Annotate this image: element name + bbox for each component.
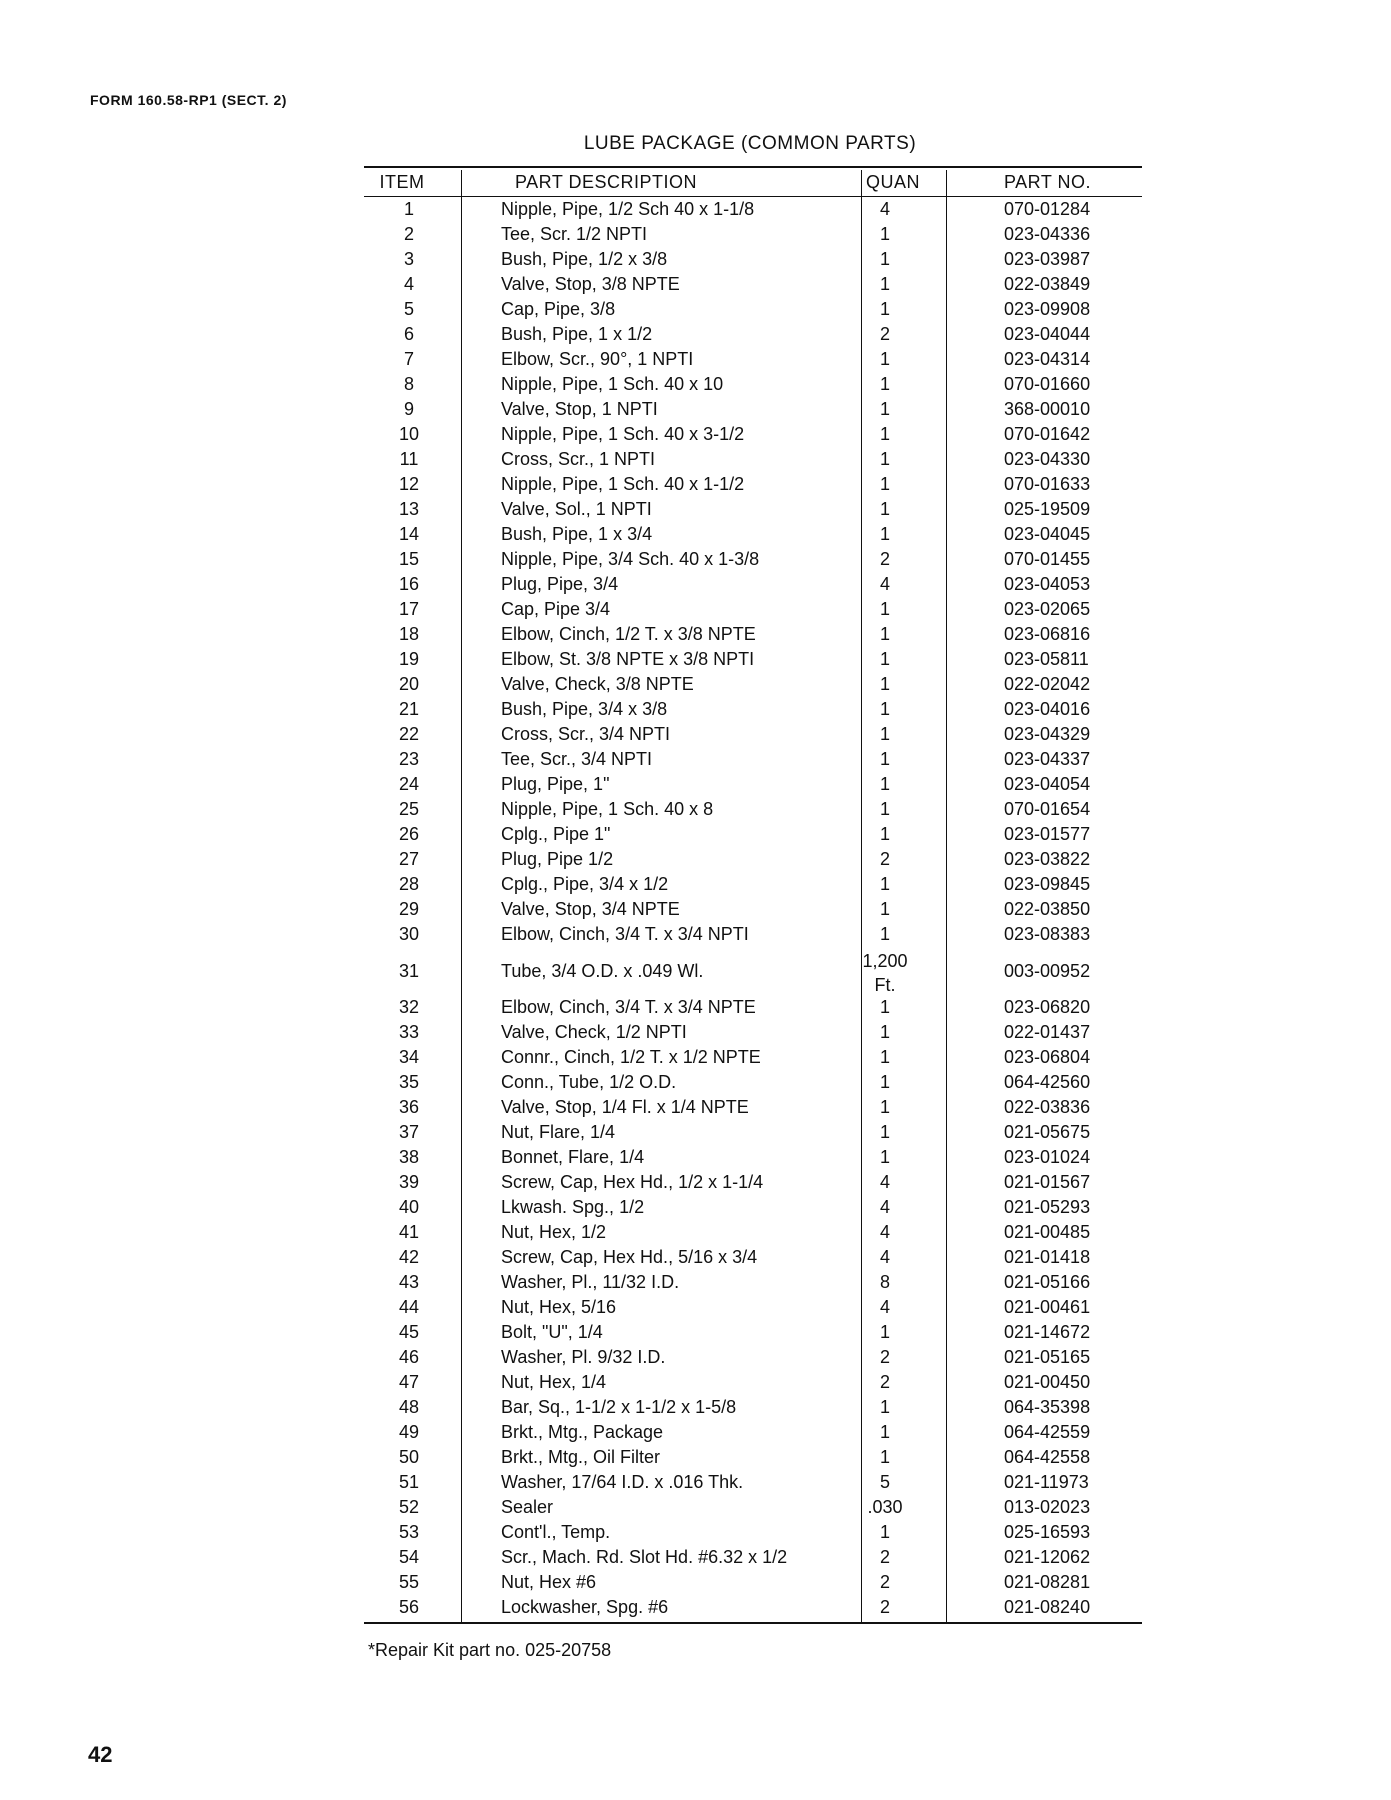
part-number: 021-08240 (1004, 1597, 1091, 1617)
part-number: 023-04016 (1004, 699, 1091, 719)
part-number: 064-42558 (1004, 1447, 1091, 1467)
part-description: Washer, 17/64 I.D. x .016 Thk. (501, 1472, 744, 1492)
part-number: 023-01024 (1004, 1147, 1091, 1167)
item-number: 26 (398, 824, 420, 844)
quantity: 1 (879, 1072, 890, 1092)
table-row (364, 1120, 1142, 1145)
part-description: Sealer (501, 1497, 554, 1517)
table-row (364, 1195, 1142, 1220)
table-row (364, 1320, 1142, 1345)
table-row (364, 897, 1142, 922)
quantity: 1 (879, 997, 890, 1017)
item-number: 7 (403, 349, 414, 369)
part-description: Conn., Tube, 1/2 O.D. (501, 1072, 677, 1092)
part-description: Nipple, Pipe, 1 Sch. 40 x 8 (501, 799, 714, 819)
header-item: ITEM (379, 172, 425, 192)
table-row (364, 447, 1142, 472)
item-number: 3 (403, 249, 414, 269)
item-number: 12 (398, 474, 420, 494)
part-number: 021-01567 (1004, 1172, 1091, 1192)
table-row (364, 1095, 1142, 1120)
page-number: 42 (88, 1742, 113, 1767)
part-number: 023-04336 (1004, 224, 1091, 244)
part-description: Valve, Check, 1/2 NPTI (501, 1022, 687, 1042)
quantity: 1 (879, 399, 890, 419)
table-row (364, 1170, 1142, 1195)
quantity: 1 (879, 224, 890, 244)
quantity: 1 (879, 299, 890, 319)
table-row (364, 1395, 1142, 1420)
item-number: 31 (398, 961, 420, 981)
part-number: 064-35398 (1004, 1397, 1091, 1417)
part-number: 021-12062 (1004, 1547, 1091, 1567)
part-number: 368-00010 (1004, 399, 1091, 419)
table-top-rule (364, 166, 1142, 168)
quantity: 2 (879, 1547, 890, 1567)
part-description: Bush, Pipe, 1 x 3/4 (501, 524, 653, 544)
quantity: 4 (879, 1222, 890, 1242)
item-number: 44 (398, 1297, 420, 1317)
quantity: 1 (879, 349, 890, 369)
part-number: 023-06804 (1004, 1047, 1091, 1067)
part-number: 021-05166 (1004, 1272, 1091, 1292)
part-number: 023-04329 (1004, 724, 1091, 744)
quantity: 4 (879, 1197, 890, 1217)
item-number: 27 (398, 849, 420, 869)
item-number: 5 (403, 299, 414, 319)
item-number: 11 (399, 449, 419, 469)
part-number: 013-02023 (1004, 1497, 1091, 1517)
quantity: 1 (879, 1422, 890, 1442)
table-row (364, 197, 1142, 222)
form-id: FORM 160.58-RP1 (SECT. 2) (90, 92, 287, 108)
table-row (364, 1420, 1142, 1445)
table-row (364, 1245, 1142, 1270)
part-number: 023-08383 (1004, 924, 1091, 944)
part-description: Bar, Sq., 1-1/2 x 1-1/2 x 1-5/8 (501, 1397, 737, 1417)
table-row (364, 1070, 1142, 1095)
part-description: Screw, Cap, Hex Hd., 5/16 x 3/4 (501, 1247, 758, 1267)
table-row (364, 422, 1142, 447)
table-bottom-rule (364, 1622, 1142, 1624)
item-number: 55 (398, 1572, 420, 1592)
item-number: 41 (398, 1222, 420, 1242)
quantity: 1 (879, 924, 890, 944)
item-number: 13 (398, 499, 420, 519)
part-number: 021-08281 (1004, 1572, 1091, 1592)
quantity-value: 1,200 (862, 951, 908, 971)
quantity: 2 (879, 849, 890, 869)
item-number: 40 (398, 1197, 420, 1217)
part-description: Plug, Pipe 1/2 (501, 849, 614, 869)
table-row (364, 1445, 1142, 1470)
table-row (364, 1495, 1142, 1520)
part-number: 003-00952 (1004, 961, 1091, 981)
quantity: 1 (879, 824, 890, 844)
item-number: 49 (398, 1422, 420, 1442)
item-number: 2 (403, 224, 414, 244)
quantity: 1 (879, 524, 890, 544)
part-description: Tee, Scr. 1/2 NPTI (501, 224, 648, 244)
part-number: 064-42560 (1004, 1072, 1091, 1092)
item-number: 4 (403, 274, 414, 294)
part-description: Nipple, Pipe, 1 Sch. 40 x 1-1/2 (501, 474, 745, 494)
part-number: 064-42559 (1004, 1422, 1091, 1442)
part-description: Bush, Pipe, 1/2 x 3/8 (501, 249, 668, 269)
item-number: 56 (398, 1597, 420, 1617)
part-description: Valve, Stop, 1/4 Fl. x 1/4 NPTE (501, 1097, 749, 1117)
quantity: 4 (879, 199, 890, 219)
part-description: Nut, Hex, 1/4 (501, 1372, 607, 1392)
part-number: 021-05675 (1004, 1122, 1091, 1142)
part-number: 023-09845 (1004, 874, 1091, 894)
quantity: 1 (879, 774, 890, 794)
part-description: Elbow, St. 3/8 NPTE x 3/8 NPTI (501, 649, 755, 669)
table-row (364, 372, 1142, 397)
quantity: .030 (867, 1497, 903, 1517)
part-number: 022-01437 (1004, 1022, 1091, 1042)
part-number: 021-00461 (1004, 1297, 1091, 1317)
quantity: 1 (879, 1322, 890, 1342)
part-number: 022-03836 (1004, 1097, 1091, 1117)
item-number: 21 (398, 699, 420, 719)
part-number: 023-04053 (1004, 574, 1091, 594)
part-description: Washer, Pl., 11/32 I.D. (501, 1272, 680, 1292)
table-row (364, 1020, 1142, 1045)
part-description: Cplg., Pipe 1" (501, 824, 611, 844)
table-row (364, 497, 1142, 522)
table-row (364, 1145, 1142, 1170)
part-description: Elbow, Cinch, 3/4 T. x 3/4 NPTI (501, 924, 749, 944)
item-number: 45 (398, 1322, 420, 1342)
table-row (364, 347, 1142, 372)
part-number: 023-04314 (1004, 349, 1091, 369)
quantity (862, 949, 908, 997)
item-number: 46 (398, 1347, 420, 1367)
table-row (364, 872, 1142, 897)
part-number: 021-00485 (1004, 1222, 1091, 1242)
table-row (364, 772, 1142, 797)
table-row (364, 797, 1142, 822)
quantity: 2 (879, 1572, 890, 1592)
table-row (364, 1345, 1142, 1370)
part-description: Elbow, Cinch, 1/2 T. x 3/8 NPTE (501, 624, 756, 644)
item-number: 30 (398, 924, 420, 944)
table-row (364, 1470, 1142, 1495)
item-number: 36 (398, 1097, 420, 1117)
part-number: 022-03849 (1004, 274, 1091, 294)
part-number: 023-03822 (1004, 849, 1091, 869)
part-number: 025-19509 (1004, 499, 1091, 519)
part-number: 070-01660 (1004, 374, 1091, 394)
part-description: Cross, Scr., 1 NPTI (501, 449, 656, 469)
part-number: 022-02042 (1004, 674, 1091, 694)
table-row (364, 522, 1142, 547)
quantity: 2 (879, 1372, 890, 1392)
part-description: Tube, 3/4 O.D. x .049 Wl. (501, 961, 704, 981)
table-row (364, 572, 1142, 597)
item-number: 34 (398, 1047, 420, 1067)
part-number: 021-11973 (1004, 1472, 1089, 1492)
page-title: LUBE PACKAGE (COMMON PARTS) (583, 133, 917, 154)
item-number: 14 (398, 524, 420, 544)
part-number: 023-02065 (1004, 599, 1091, 619)
quantity: 8 (879, 1272, 890, 1292)
table-row (364, 947, 1142, 995)
quantity: 1 (879, 1122, 890, 1142)
part-number: 023-09908 (1004, 299, 1091, 319)
item-number: 8 (403, 374, 414, 394)
part-number: 070-01284 (1004, 199, 1091, 219)
quantity: 1 (879, 424, 890, 444)
table-row (364, 697, 1142, 722)
item-number: 19 (398, 649, 420, 669)
part-number: 022-03850 (1004, 899, 1091, 919)
quantity: 1 (879, 724, 890, 744)
table-row (364, 322, 1142, 347)
item-number: 24 (398, 774, 420, 794)
part-description: Valve, Stop, 1 NPTI (501, 399, 658, 419)
part-description: Cap, Pipe 3/4 (501, 599, 611, 619)
part-number: 023-03987 (1004, 249, 1091, 269)
table-row (364, 547, 1142, 572)
item-number: 43 (398, 1272, 420, 1292)
quantity: 5 (879, 1472, 890, 1492)
quantity: 1 (879, 874, 890, 894)
part-description: Lkwash. Spg., 1/2 (501, 1197, 645, 1217)
item-number: 50 (398, 1447, 420, 1467)
part-number: 070-01642 (1004, 424, 1091, 444)
part-number: 023-04330 (1004, 449, 1091, 469)
item-number: 48 (398, 1397, 420, 1417)
part-number: 023-06816 (1004, 624, 1091, 644)
part-number: 070-01633 (1004, 474, 1091, 494)
quantity: 2 (879, 1347, 890, 1367)
part-description: Connr., Cinch, 1/2 T. x 1/2 NPTE (501, 1047, 761, 1067)
item-number: 37 (398, 1122, 420, 1142)
part-description: Plug, Pipe, 3/4 (501, 574, 619, 594)
table-row (364, 747, 1142, 772)
item-number: 17 (398, 599, 420, 619)
part-description: Nipple, Pipe, 1/2 Sch 40 x 1-1/8 (501, 199, 755, 219)
table-row (364, 297, 1142, 322)
item-number: 29 (398, 899, 420, 919)
quantity: 1 (879, 649, 890, 669)
table-row (364, 822, 1142, 847)
quantity: 1 (879, 449, 890, 469)
table-row (364, 397, 1142, 422)
item-number: 1 (403, 199, 414, 219)
quantity: 1 (879, 674, 890, 694)
item-number: 28 (398, 874, 420, 894)
quantity: 1 (879, 1097, 890, 1117)
part-description: Nut, Flare, 1/4 (501, 1122, 616, 1142)
quantity: 1 (879, 249, 890, 269)
table-row (364, 1270, 1142, 1295)
part-description: Scr., Mach. Rd. Slot Hd. #6.32 x 1/2 (501, 1547, 788, 1567)
part-number: 021-05165 (1004, 1347, 1091, 1367)
table-row (364, 1220, 1142, 1245)
table-row (364, 472, 1142, 497)
table-row (364, 1295, 1142, 1320)
item-number: 10 (398, 424, 420, 444)
quantity: 1 (879, 499, 890, 519)
quantity: 1 (879, 374, 890, 394)
item-number: 15 (398, 549, 420, 569)
part-description: Brkt., Mtg., Package (501, 1422, 664, 1442)
header-part-no: PART NO. (1004, 172, 1092, 192)
part-description: Screw, Cap, Hex Hd., 1/2 x 1-1/4 (501, 1172, 764, 1192)
quantity: 1 (879, 1522, 890, 1542)
table-row (364, 272, 1142, 297)
part-description: Cap, Pipe, 3/8 (501, 299, 616, 319)
part-description: Nut, Hex #6 (501, 1572, 597, 1592)
item-number: 39 (398, 1172, 420, 1192)
item-number: 53 (398, 1522, 420, 1542)
part-number: 023-01577 (1004, 824, 1091, 844)
item-number: 18 (398, 624, 420, 644)
quantity: 4 (879, 574, 890, 594)
part-description: Brkt., Mtg., Oil Filter (501, 1447, 661, 1467)
table-row (364, 922, 1142, 947)
part-number: 023-04044 (1004, 324, 1091, 344)
item-number: 47 (398, 1372, 420, 1392)
part-number: 021-05293 (1004, 1197, 1091, 1217)
footnote: *Repair Kit part no. 025-20758 (368, 1640, 612, 1660)
part-description: Nut, Hex, 1/2 (501, 1222, 607, 1242)
table-row (364, 622, 1142, 647)
part-description: Cross, Scr., 3/4 NPTI (501, 724, 671, 744)
header-description: PART DESCRIPTION (514, 172, 698, 192)
header-quantity: QUAN (866, 172, 921, 192)
part-description: Nipple, Pipe, 1 Sch. 40 x 3-1/2 (501, 424, 745, 444)
item-number: 35 (398, 1072, 420, 1092)
table-row (364, 222, 1142, 247)
item-number: 6 (403, 324, 414, 344)
item-number: 20 (398, 674, 420, 694)
part-number: 023-04045 (1004, 524, 1091, 544)
quantity: 4 (879, 1297, 890, 1317)
item-number: 22 (398, 724, 420, 744)
item-number: 52 (398, 1497, 420, 1517)
quantity: 1 (879, 1047, 890, 1067)
part-description: Valve, Sol., 1 NPTI (501, 499, 652, 519)
quantity: 2 (879, 324, 890, 344)
part-description: Valve, Check, 3/8 NPTE (501, 674, 694, 694)
part-number: 021-01418 (1004, 1247, 1091, 1267)
part-number: 023-06820 (1004, 997, 1091, 1017)
quantity: 1 (879, 1022, 890, 1042)
part-description: Nipple, Pipe, 1 Sch. 40 x 10 (501, 374, 724, 394)
part-description: Valve, Stop, 3/8 NPTE (501, 274, 680, 294)
part-number: 023-04054 (1004, 774, 1091, 794)
part-number: 021-14672 (1004, 1322, 1091, 1342)
part-description: Elbow, Cinch, 3/4 T. x 3/4 NPTE (501, 997, 756, 1017)
table-row (364, 247, 1142, 272)
table-header (364, 172, 1142, 196)
part-description: Elbow, Scr., 90°, 1 NPTI (501, 349, 694, 369)
table-row (364, 995, 1142, 1020)
part-description: Nut, Hex, 5/16 (501, 1297, 617, 1317)
table-row (364, 847, 1142, 872)
part-number: 025-16593 (1004, 1522, 1091, 1542)
table-row (364, 1370, 1142, 1395)
table-row (364, 672, 1142, 697)
part-number: 023-04337 (1004, 749, 1091, 769)
quantity: 2 (879, 549, 890, 569)
quantity: 1 (879, 1447, 890, 1467)
part-description: Washer, Pl. 9/32 I.D. (501, 1347, 666, 1367)
quantity: 2 (879, 1597, 890, 1617)
quantity: 4 (879, 1172, 890, 1192)
quantity: 1 (879, 899, 890, 919)
part-number: 070-01455 (1004, 549, 1091, 569)
quantity: 1 (879, 599, 890, 619)
item-number: 23 (398, 749, 420, 769)
part-description: Cplg., Pipe, 3/4 x 1/2 (501, 874, 669, 894)
part-description: Bush, Pipe, 3/4 x 3/8 (501, 699, 668, 719)
item-number: 32 (398, 997, 420, 1017)
quantity: 1 (879, 699, 890, 719)
table-rows (364, 197, 1142, 1620)
table-row (364, 1570, 1142, 1595)
part-number: 021-00450 (1004, 1372, 1091, 1392)
table-row (364, 647, 1142, 672)
quantity: 4 (879, 1247, 890, 1267)
quantity: 1 (879, 749, 890, 769)
quantity-unit: Ft. (874, 975, 896, 995)
table-row (364, 1595, 1142, 1620)
table-row (364, 1520, 1142, 1545)
part-description: Cont'l., Temp. (501, 1522, 611, 1542)
item-number: 38 (398, 1147, 420, 1167)
item-number: 25 (398, 799, 420, 819)
item-number: 51 (398, 1472, 420, 1492)
table-row (364, 597, 1142, 622)
item-number: 54 (398, 1547, 420, 1567)
table-row (364, 722, 1142, 747)
part-number: 023-05811 (1004, 649, 1089, 669)
quantity: 1 (879, 274, 890, 294)
part-description: Bonnet, Flare, 1/4 (501, 1147, 645, 1167)
table-row (364, 1045, 1142, 1070)
part-description: Bush, Pipe, 1 x 1/2 (501, 324, 653, 344)
part-number: 070-01654 (1004, 799, 1091, 819)
item-number: 16 (398, 574, 420, 594)
part-description: Nipple, Pipe, 3/4 Sch. 40 x 1-3/8 (501, 549, 760, 569)
quantity: 1 (879, 474, 890, 494)
part-description: Bolt, "U", 1/4 (501, 1322, 603, 1342)
table-row (364, 1545, 1142, 1570)
quantity: 1 (879, 1397, 890, 1417)
part-description: Valve, Stop, 3/4 NPTE (501, 899, 680, 919)
quantity: 1 (879, 624, 890, 644)
part-description: Plug, Pipe, 1" (501, 774, 610, 794)
quantity: 1 (879, 1147, 890, 1167)
item-number: 42 (398, 1247, 420, 1267)
item-number: 33 (398, 1022, 420, 1042)
part-description: Tee, Scr., 3/4 NPTI (501, 749, 653, 769)
part-description: Lockwasher, Spg. #6 (501, 1597, 669, 1617)
item-number: 9 (403, 399, 414, 419)
quantity: 1 (879, 799, 890, 819)
